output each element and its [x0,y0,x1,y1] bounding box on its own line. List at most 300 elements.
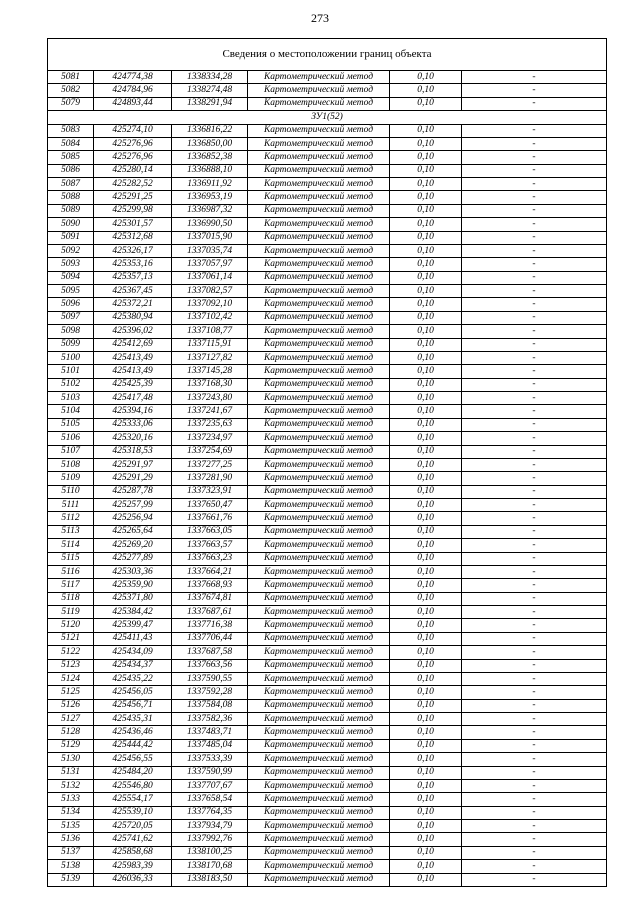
description-cell: - [462,231,607,244]
table-row [48,151,607,164]
y-coordinate-cell: 1337168,30 [172,378,248,391]
table-row [48,860,607,873]
y-coordinate-cell: 1338100,25 [172,846,248,859]
table-row [48,659,607,672]
method-cell: Картометрический метод [248,485,390,498]
accuracy-cell: 0,10 [390,713,462,726]
description-cell: - [462,806,607,819]
y-coordinate-cell: 1337485,04 [172,739,248,752]
description-cell: - [462,766,607,779]
point-number-cell: 5088 [48,191,94,204]
table-row [48,458,607,471]
x-coordinate-cell: 425269,20 [94,539,172,552]
method-cell: Картометрический метод [248,137,390,150]
y-coordinate-cell: 1338274,48 [172,84,248,97]
accuracy-cell: 0,10 [390,338,462,351]
description-cell: - [462,204,607,217]
accuracy-cell: 0,10 [390,699,462,712]
y-coordinate-cell: 1337115,91 [172,338,248,351]
accuracy-cell: 0,10 [390,271,462,284]
accuracy-cell: 0,10 [390,659,462,672]
method-cell: Картометрический метод [248,405,390,418]
description-cell: - [462,499,607,512]
table-title: Сведения о местоположении границ объекта [48,39,607,71]
accuracy-cell: 0,10 [390,726,462,739]
accuracy-cell: 0,10 [390,84,462,97]
x-coordinate-cell: 425367,45 [94,285,172,298]
accuracy-cell: 0,10 [390,405,462,418]
method-cell: Картометрический метод [248,124,390,137]
method-cell: Картометрический метод [248,873,390,886]
table-row [48,753,607,766]
y-coordinate-cell: 1337102,42 [172,311,248,324]
point-number-cell: 5085 [48,151,94,164]
x-coordinate-cell: 425412,69 [94,338,172,351]
description-cell: - [462,713,607,726]
description-cell: - [462,606,607,619]
point-number-cell: 5122 [48,646,94,659]
table-row [48,405,607,418]
table-row [48,258,607,271]
x-coordinate-cell: 425353,16 [94,258,172,271]
x-coordinate-cell: 425741,62 [94,833,172,846]
y-coordinate-cell: 1337092,10 [172,298,248,311]
y-coordinate-cell: 1337015,90 [172,231,248,244]
accuracy-cell: 0,10 [390,124,462,137]
accuracy-cell: 0,10 [390,392,462,405]
x-coordinate-cell: 424893,44 [94,97,172,110]
description-cell: - [462,325,607,338]
y-coordinate-cell: 1337663,05 [172,525,248,538]
table-row [48,779,607,792]
y-coordinate-cell: 1337663,23 [172,552,248,565]
y-coordinate-cell: 1337323,91 [172,485,248,498]
method-cell: Картометрический метод [248,151,390,164]
x-coordinate-cell: 425384,42 [94,606,172,619]
method-cell: Картометрический метод [248,565,390,578]
x-coordinate-cell: 425983,39 [94,860,172,873]
accuracy-cell: 0,10 [390,178,462,191]
point-number-cell: 5081 [48,71,94,84]
method-cell: Картометрический метод [248,820,390,833]
description-cell: - [462,137,607,150]
description-cell: - [462,512,607,525]
accuracy-cell: 0,10 [390,71,462,84]
x-coordinate-cell: 425256,94 [94,512,172,525]
point-number-cell: 5101 [48,365,94,378]
y-coordinate-cell: 1336987,32 [172,204,248,217]
method-cell: Картометрический метод [248,178,390,191]
description-cell: - [462,820,607,833]
y-coordinate-cell: 1337992,76 [172,833,248,846]
description-cell: - [462,873,607,886]
description-cell: - [462,365,607,378]
accuracy-cell: 0,10 [390,458,462,471]
description-cell: - [462,739,607,752]
point-number-cell: 5114 [48,539,94,552]
x-coordinate-cell: 425371,80 [94,592,172,605]
point-number-cell: 5109 [48,472,94,485]
method-cell: Картометрический метод [248,646,390,659]
x-coordinate-cell: 425277,89 [94,552,172,565]
point-number-cell: 5104 [48,405,94,418]
point-number-cell: 5090 [48,218,94,231]
point-number-cell: 5097 [48,311,94,324]
x-coordinate-cell: 425276,96 [94,137,172,150]
accuracy-cell: 0,10 [390,606,462,619]
x-coordinate-cell: 425357,13 [94,271,172,284]
description-cell: - [462,338,607,351]
y-coordinate-cell: 1337145,28 [172,365,248,378]
y-coordinate-cell: 1336953,19 [172,191,248,204]
y-coordinate-cell: 1337663,57 [172,539,248,552]
method-cell: Картометрический метод [248,779,390,792]
y-coordinate-cell: 1337582,36 [172,713,248,726]
table-row [48,565,607,578]
description-cell: - [462,485,607,498]
y-coordinate-cell: 1337706,44 [172,632,248,645]
description-cell: - [462,686,607,699]
point-number-cell: 5138 [48,860,94,873]
x-coordinate-cell: 426036,33 [94,873,172,886]
x-coordinate-cell: 425318,53 [94,445,172,458]
section-label: ЗУ1(52) [48,111,607,124]
method-cell: Картометрический метод [248,97,390,110]
y-coordinate-cell: 1337590,99 [172,766,248,779]
description-cell: - [462,565,607,578]
method-cell: Картометрический метод [248,512,390,525]
description-cell: - [462,164,607,177]
point-number-cell: 5112 [48,512,94,525]
description-cell: - [462,472,607,485]
accuracy-cell: 0,10 [390,204,462,217]
x-coordinate-cell: 425359,90 [94,579,172,592]
table-row [48,325,607,338]
table-row [48,619,607,632]
section-row [48,111,607,124]
point-number-cell: 5124 [48,672,94,685]
accuracy-cell: 0,10 [390,565,462,578]
description-cell: - [462,753,607,766]
description-cell: - [462,779,607,792]
method-cell: Картометрический метод [248,592,390,605]
x-coordinate-cell: 425413,49 [94,351,172,364]
method-cell: Картометрический метод [248,231,390,244]
table-row [48,392,607,405]
x-coordinate-cell: 425417,48 [94,392,172,405]
description-cell: - [462,311,607,324]
accuracy-cell: 0,10 [390,137,462,150]
table-row [48,472,607,485]
x-coordinate-cell: 425394,16 [94,405,172,418]
method-cell: Картометрический метод [248,619,390,632]
accuracy-cell: 0,10 [390,351,462,364]
x-coordinate-cell: 425301,57 [94,218,172,231]
accuracy-cell: 0,10 [390,525,462,538]
description-cell: - [462,539,607,552]
page-number: 273 [311,11,329,25]
description-cell: - [462,351,607,364]
accuracy-cell: 0,10 [390,552,462,565]
method-cell: Картометрический метод [248,164,390,177]
method-cell: Картометрический метод [248,445,390,458]
method-cell: Картометрический метод [248,659,390,672]
description-cell: - [462,552,607,565]
accuracy-cell: 0,10 [390,164,462,177]
description-cell: - [462,579,607,592]
table-row [48,124,607,137]
table-row [48,351,607,364]
y-coordinate-cell: 1337035,74 [172,244,248,257]
description-cell: - [462,592,607,605]
table-row [48,137,607,150]
accuracy-cell: 0,10 [390,646,462,659]
table-row [48,632,607,645]
method-cell: Картометрический метод [248,285,390,298]
accuracy-cell: 0,10 [390,499,462,512]
description-cell: - [462,84,607,97]
point-number-cell: 5107 [48,445,94,458]
y-coordinate-cell: 1337668,93 [172,579,248,592]
description-cell: - [462,833,607,846]
table-row [48,539,607,552]
x-coordinate-cell: 425380,94 [94,311,172,324]
table-row [48,525,607,538]
x-coordinate-cell: 425434,09 [94,646,172,659]
x-coordinate-cell: 425456,55 [94,753,172,766]
y-coordinate-cell: 1337254,69 [172,445,248,458]
point-number-cell: 5096 [48,298,94,311]
accuracy-cell: 0,10 [390,619,462,632]
table-row [48,191,607,204]
point-number-cell: 5139 [48,873,94,886]
point-number-cell: 5116 [48,565,94,578]
point-number-cell: 5084 [48,137,94,150]
x-coordinate-cell: 425333,06 [94,418,172,431]
table-row [48,512,607,525]
table-row [48,338,607,351]
table-row [48,311,607,324]
accuracy-cell: 0,10 [390,833,462,846]
method-cell: Картометрический метод [248,204,390,217]
table-row [48,164,607,177]
y-coordinate-cell: 1337061,14 [172,271,248,284]
method-cell: Картометрический метод [248,632,390,645]
method-cell: Картометрический метод [248,351,390,364]
x-coordinate-cell: 425456,71 [94,699,172,712]
point-number-cell: 5079 [48,97,94,110]
accuracy-cell: 0,10 [390,418,462,431]
accuracy-cell: 0,10 [390,632,462,645]
description-cell: - [462,646,607,659]
x-coordinate-cell: 425396,02 [94,325,172,338]
method-cell: Картометрический метод [248,739,390,752]
method-cell: Картометрический метод [248,258,390,271]
point-number-cell: 5083 [48,124,94,137]
accuracy-cell: 0,10 [390,579,462,592]
method-cell: Картометрический метод [248,218,390,231]
y-coordinate-cell: 1337243,80 [172,392,248,405]
y-coordinate-cell: 1337241,67 [172,405,248,418]
x-coordinate-cell: 425326,17 [94,244,172,257]
accuracy-cell: 0,10 [390,592,462,605]
table-row [48,445,607,458]
point-number-cell: 5089 [48,204,94,217]
description-cell: - [462,525,607,538]
accuracy-cell: 0,10 [390,365,462,378]
table-row [48,218,607,231]
accuracy-cell: 0,10 [390,766,462,779]
point-number-cell: 5099 [48,338,94,351]
y-coordinate-cell: 1337716,38 [172,619,248,632]
method-cell: Картометрический метод [248,766,390,779]
point-number-cell: 5113 [48,525,94,538]
accuracy-cell: 0,10 [390,218,462,231]
table-row [48,244,607,257]
method-cell: Картометрический метод [248,325,390,338]
accuracy-cell: 0,10 [390,846,462,859]
point-number-cell: 5125 [48,686,94,699]
method-cell: Картометрический метод [248,191,390,204]
y-coordinate-cell: 1338183,50 [172,873,248,886]
y-coordinate-cell: 1338170,68 [172,860,248,873]
point-number-cell: 5123 [48,659,94,672]
accuracy-cell: 0,10 [390,445,462,458]
point-number-cell: 5121 [48,632,94,645]
x-coordinate-cell: 425303,36 [94,565,172,578]
point-number-cell: 5092 [48,244,94,257]
y-coordinate-cell: 1337533,39 [172,753,248,766]
y-coordinate-cell: 1337663,56 [172,659,248,672]
point-number-cell: 5120 [48,619,94,632]
point-number-cell: 5130 [48,753,94,766]
y-coordinate-cell: 1337650,47 [172,499,248,512]
y-coordinate-cell: 1337108,77 [172,325,248,338]
table-row [48,485,607,498]
method-cell: Картометрический метод [248,525,390,538]
table-row [48,713,607,726]
x-coordinate-cell: 425276,96 [94,151,172,164]
x-coordinate-cell: 425372,21 [94,298,172,311]
table-row [48,739,607,752]
table-row [48,579,607,592]
point-number-cell: 5100 [48,351,94,364]
y-coordinate-cell: 1337592,28 [172,686,248,699]
x-coordinate-cell: 425265,64 [94,525,172,538]
x-coordinate-cell: 425434,37 [94,659,172,672]
x-coordinate-cell: 425444,42 [94,739,172,752]
table-row [48,726,607,739]
accuracy-cell: 0,10 [390,97,462,110]
table-row [48,378,607,391]
point-number-cell: 5086 [48,164,94,177]
accuracy-cell: 0,10 [390,311,462,324]
method-cell: Картометрический метод [248,552,390,565]
description-cell: - [462,699,607,712]
description-cell: - [462,298,607,311]
y-coordinate-cell: 1336816,22 [172,124,248,137]
table-row [48,820,607,833]
x-coordinate-cell: 425280,14 [94,164,172,177]
point-number-cell: 5095 [48,285,94,298]
point-number-cell: 5082 [48,84,94,97]
point-number-cell: 5136 [48,833,94,846]
accuracy-cell: 0,10 [390,472,462,485]
point-number-cell: 5110 [48,485,94,498]
method-cell: Картометрический метод [248,686,390,699]
accuracy-cell: 0,10 [390,672,462,685]
description-cell: - [462,632,607,645]
x-coordinate-cell: 424774,38 [94,71,172,84]
method-cell: Картометрический метод [248,860,390,873]
accuracy-cell: 0,10 [390,539,462,552]
method-cell: Картометрический метод [248,726,390,739]
method-cell: Картометрический метод [248,392,390,405]
point-number-cell: 5108 [48,458,94,471]
accuracy-cell: 0,10 [390,806,462,819]
accuracy-cell: 0,10 [390,512,462,525]
table-title-row [48,39,607,71]
method-cell: Картометрический метод [248,71,390,84]
accuracy-cell: 0,10 [390,285,462,298]
x-coordinate-cell: 425320,16 [94,432,172,445]
x-coordinate-cell: 425299,98 [94,204,172,217]
y-coordinate-cell: 1338291,94 [172,97,248,110]
description-cell: - [462,178,607,191]
table-row [48,672,607,685]
method-cell: Картометрический метод [248,846,390,859]
x-coordinate-cell: 425312,68 [94,231,172,244]
accuracy-cell: 0,10 [390,753,462,766]
description-cell: - [462,726,607,739]
table-row [48,97,607,110]
point-number-cell: 5098 [48,325,94,338]
y-coordinate-cell: 1337590,55 [172,672,248,685]
point-number-cell: 5102 [48,378,94,391]
table-row [48,699,607,712]
y-coordinate-cell: 1337764,35 [172,806,248,819]
x-coordinate-cell: 425435,22 [94,672,172,685]
table-row [48,552,607,565]
point-number-cell: 5131 [48,766,94,779]
y-coordinate-cell: 1337235,63 [172,418,248,431]
point-number-cell: 5134 [48,806,94,819]
table-row [48,71,607,84]
method-cell: Картометрический метод [248,806,390,819]
accuracy-cell: 0,10 [390,485,462,498]
method-cell: Картометрический метод [248,244,390,257]
accuracy-cell: 0,10 [390,191,462,204]
point-number-cell: 5103 [48,392,94,405]
y-coordinate-cell: 1337934,79 [172,820,248,833]
x-coordinate-cell: 424784,96 [94,84,172,97]
table-row [48,432,607,445]
description-cell: - [462,793,607,806]
point-number-cell: 5118 [48,592,94,605]
point-number-cell: 5093 [48,258,94,271]
accuracy-cell: 0,10 [390,325,462,338]
description-cell: - [462,672,607,685]
y-coordinate-cell: 1336990,50 [172,218,248,231]
table-row [48,178,607,191]
y-coordinate-cell: 1337483,71 [172,726,248,739]
table-row [48,271,607,284]
accuracy-cell: 0,10 [390,739,462,752]
method-cell: Картометрический метод [248,418,390,431]
y-coordinate-cell: 1336850,00 [172,137,248,150]
point-number-cell: 5105 [48,418,94,431]
description-cell: - [462,418,607,431]
